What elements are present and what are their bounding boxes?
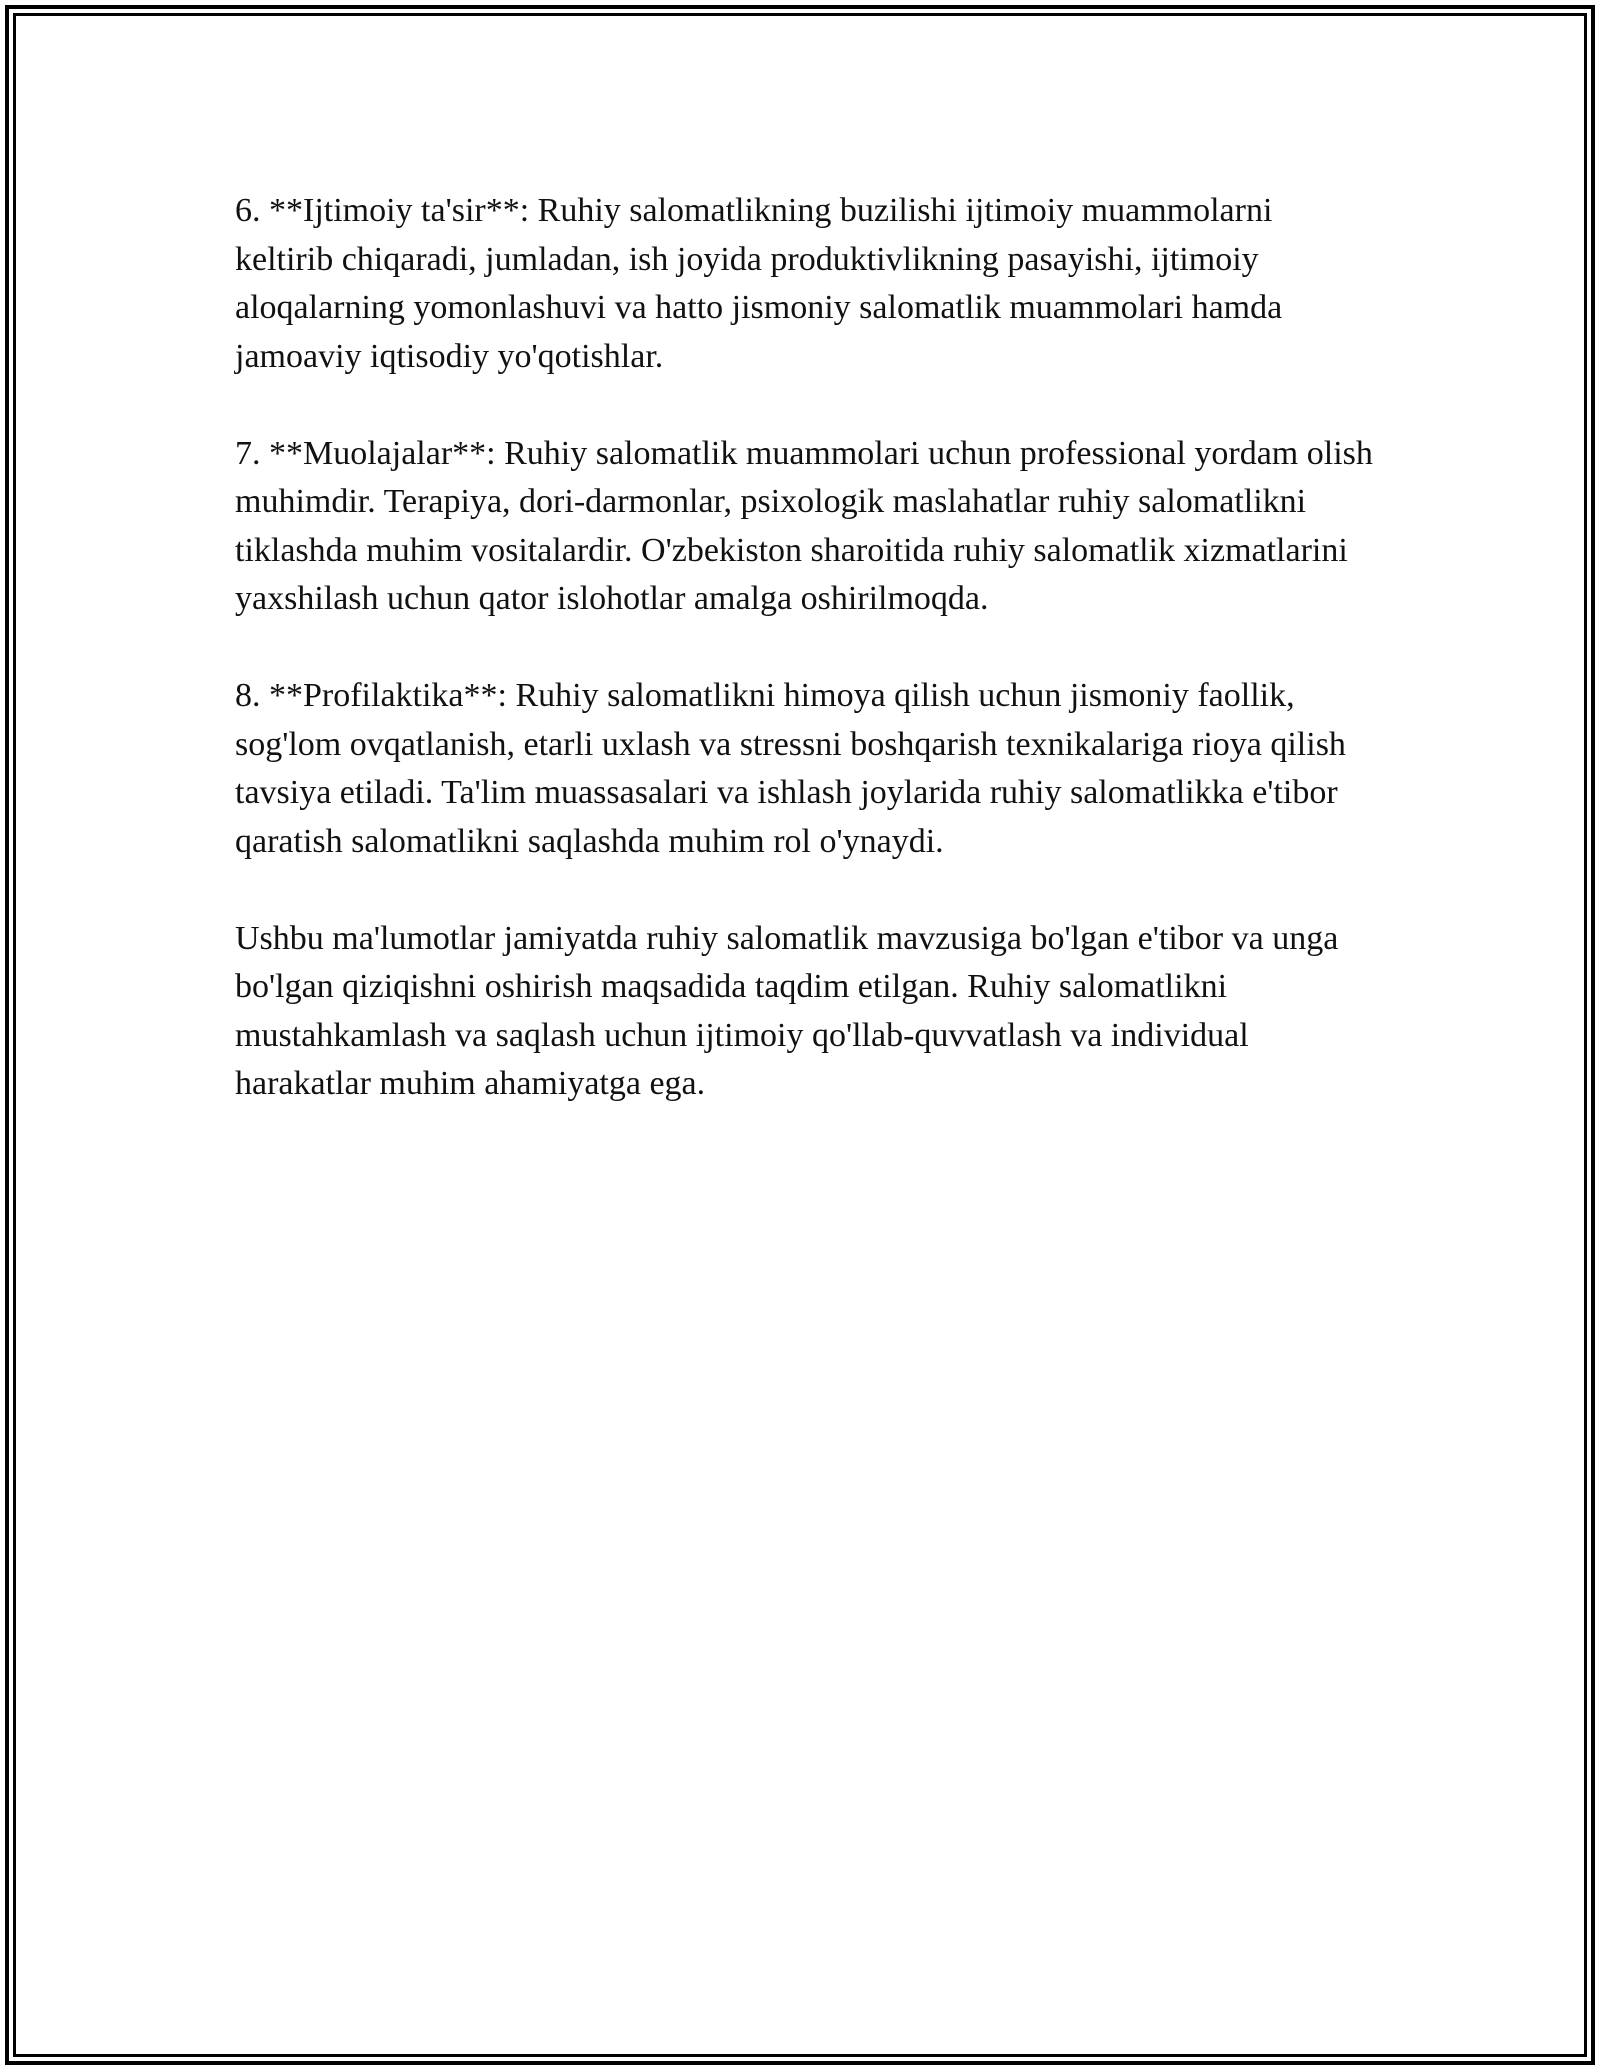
paragraph-prevention: 8. **Profilaktika**: Ruhiy salomatlikni himoya qilish uchun jismoniy faollik, sog'lom ovqatlanish, etarli uxlash va stressni boshqarish texnikalariga rioya qilish tavsiya etiladi. Ta'lim muassasalari va ishlash joylarida ruhiy salomatlikka e'tibor qaratish salomatlikni saqlashda muhim rol o'ynaydi.	[235, 677, 1346, 860]
paragraph-social-impact: 6. **Ijtimoiy ta'sir**: Ruhiy salomatlikning buzilishi ijtimoiy muammolarni keltirib chiqaradi, jumladan, ish joyida produktivlikning pasayishi, ijtimoiy aloqalarning yomonlashuvi va hatto jismoniy salomatlik muammolari hamda jamoaviy iqtisodiy yo'qotishlar.	[235, 192, 1283, 375]
paragraph-conclusion: Ushbu ma'lumotlar jamiyatda ruhiy salomatlik mavzusiga bo'lgan e'tibor va unga bo'lgan qiziqishni oshirish maqsadida taqdim etilgan. Ruhiy salomatlikni mustahkamlash va saqlash uchun ijtimoiy qo'llab-quvvatlash va individual harakatlar muhim ahamiyatga ega.	[235, 919, 1339, 1102]
paragraph-treatments: 7. **Muolajalar**: Ruhiy salomatlik muammolari uchun professional yordam olish muhimdir. Terapiya, dori-darmonlar, psixologik maslahatlar ruhiy salomatlikni tiklashda muhim vositalardir. O'zbekiston sharoitida ruhiy salomatlik xizmatlarini yaxshilash uchun qator islohotlar amalga oshirilmoqda.	[235, 434, 1373, 617]
document-body	[235, 187, 1375, 1157]
